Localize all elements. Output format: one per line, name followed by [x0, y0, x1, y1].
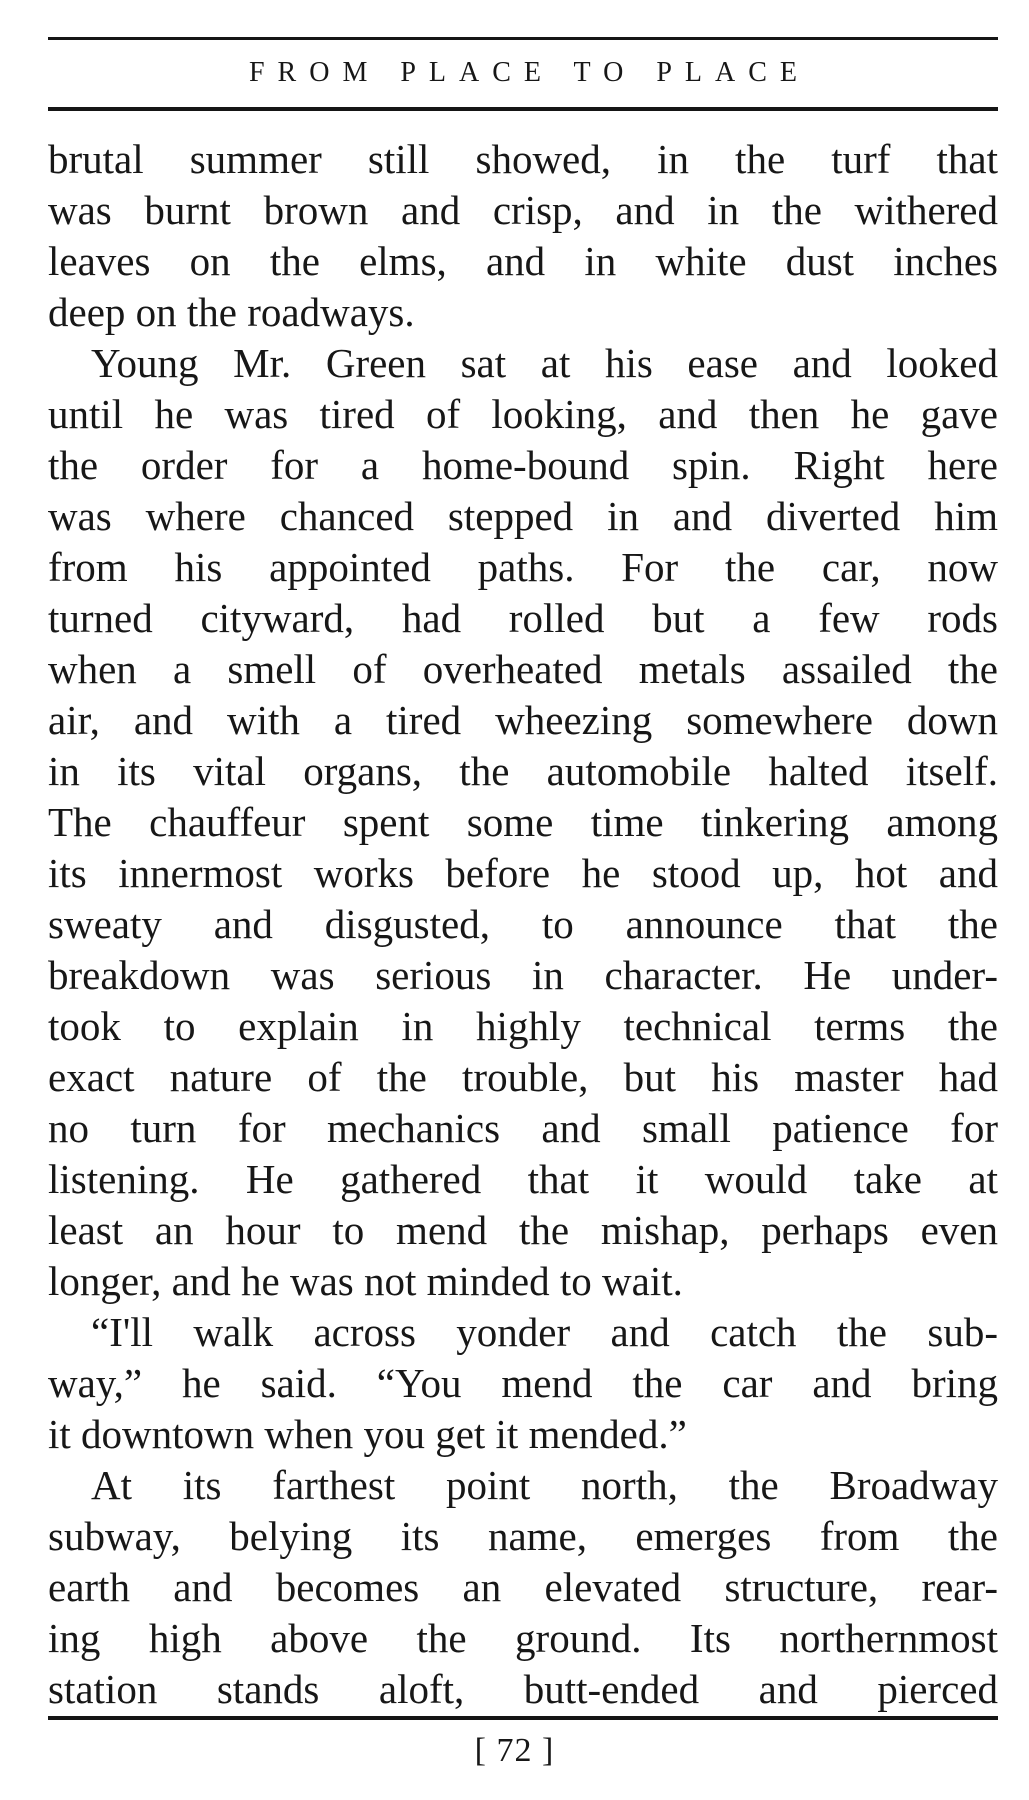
running-head-underline: [48, 107, 998, 111]
text-line: exact nature of the trouble, but his master had: [48, 1054, 998, 1100]
text-line: was where chanced stepped in and diverted him: [48, 493, 998, 539]
text-line: was burnt brown and crisp, and in the withered: [48, 187, 998, 233]
text-line: leaves on the elms, and in white dust inches: [48, 238, 998, 284]
text-line: At its farthest point north, the Broadway: [91, 1462, 998, 1508]
text-line: it downtown when you get it mended.”: [48, 1411, 687, 1457]
text-line: until he was tired of looking, and then he gave: [48, 391, 998, 437]
text-line: turned cityward, had rolled but a few rods: [48, 595, 998, 641]
text-line: least an hour to mend the mishap, perhaps even: [48, 1207, 998, 1253]
text-line: from his appointed paths. For the car, now: [48, 544, 998, 590]
text-line: took to explain in highly technical terms the: [48, 1003, 998, 1049]
text-line: air, and with a tired wheezing somewhere down: [48, 697, 998, 743]
text-line: in its vital organs, the automobile halted itself.: [48, 748, 998, 794]
text-line: listening. He gathered that it would take at: [48, 1156, 998, 1202]
text-line: way,” he said. “You mend the car and bring: [48, 1360, 998, 1406]
text-line: station stands aloft, butt-ended and pierced: [48, 1666, 998, 1712]
text-line: Young Mr. Green sat at his ease and looked: [91, 340, 998, 386]
text-line: no turn for mechanics and small patience for: [48, 1105, 998, 1151]
bottom-rule: [48, 1716, 998, 1720]
text-line: “I'll walk across yonder and catch the sub-: [91, 1309, 998, 1355]
text-line: longer, and he was not minded to wait.: [48, 1258, 683, 1304]
text-line: The chauffeur spent some time tinkering among: [48, 799, 998, 845]
text-line: the order for a home-bound spin. Right here: [48, 442, 998, 488]
page-number: [ 72 ]: [474, 1732, 555, 1769]
text-line: brutal summer still showed, in the turf that: [48, 136, 998, 182]
body-text: [48, 134, 998, 1715]
text-line: its innermost works before he stood up, hot and: [48, 850, 998, 896]
text-line: when a smell of overheated metals assailed the: [48, 646, 998, 692]
text-line: subway, belying its name, emerges from the: [48, 1513, 998, 1559]
text-line: earth and becomes an elevated structure, rear-: [48, 1564, 998, 1610]
text-line: sweaty and disgusted, to announce that the: [48, 901, 998, 947]
text-line: deep on the roadways.: [48, 289, 415, 335]
running-head: FROM PLACE TO PLACE: [248, 57, 811, 88]
text-line: ing high above the ground. Its northernmost: [48, 1615, 998, 1661]
top-rule: [48, 37, 998, 40]
text-line: breakdown was serious in character. He under-: [48, 952, 998, 998]
